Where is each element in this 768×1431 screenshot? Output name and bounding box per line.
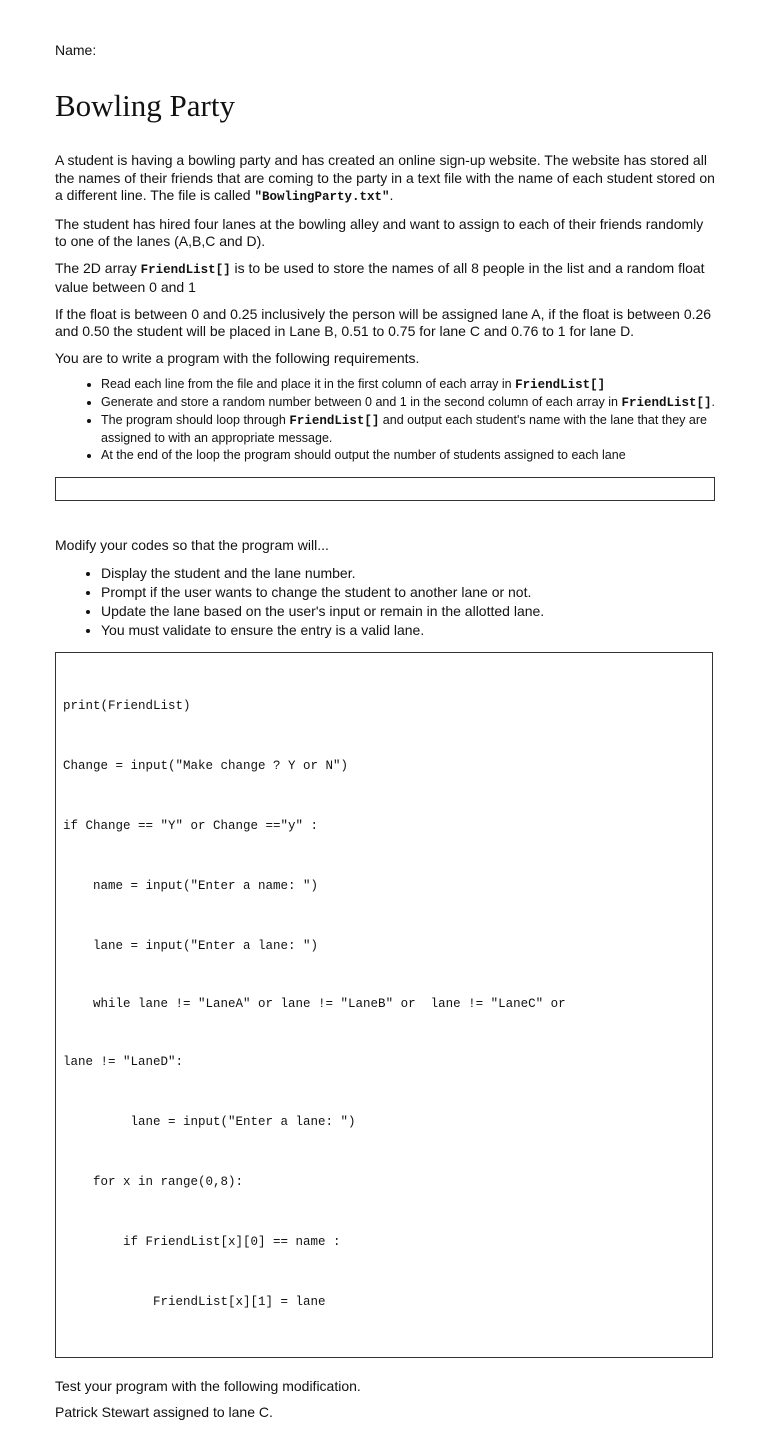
test-assignment: Patrick Stewart assigned to lane C. bbox=[55, 1404, 273, 1420]
requirement-item: • The program should loop through FriendList[] and output each student's name with the lane that they are assigned to with an appropriate message. bbox=[101, 412, 715, 447]
code-line: lane != "LaneD": bbox=[63, 1054, 184, 1069]
intro-paragraph-3 bbox=[55, 260, 715, 297]
intro-p3-end: is to be used to store the names of all 8 people in the list and a random float value between 0 and 1 bbox=[55, 259, 705, 295]
code-line: for x in range(0,8): bbox=[63, 1174, 244, 1189]
code-line: FriendList[x][1] = lane bbox=[63, 1294, 326, 1309]
intro-paragraph-4: If the float is between 0 and 0.25 inclusively the person will be assigned lane A, if the float is between 0.26 and 0.50 the student will be placed in Lane B, 0.51 to 0.75 for lane C and 0.76 to 1 for lane D. bbox=[55, 305, 712, 339]
code-line: if Change == "Y" or Change =="y" : bbox=[63, 818, 319, 833]
requirement-item: • Generate and store a random number between 0 and 1 in the second column of each array in FriendList[]. bbox=[101, 394, 715, 412]
intro-p1-text: A student is having a bowling party and has created an online sign-up website. The website has stored all the names of their friends that are coming to the party in a text file with the name of each student stored on a different line. The file is called bbox=[55, 152, 715, 203]
worksheet-content bbox=[55, 152, 715, 1431]
modify-item: • You must validate to ensure the entry is a valid lane. bbox=[101, 621, 715, 640]
code-line: Change = input("Make change ? Y or N") bbox=[63, 758, 349, 773]
modify-list bbox=[55, 564, 715, 640]
code-line: lane = input("Enter a lane: ") bbox=[63, 938, 319, 953]
name-label: Name: bbox=[55, 42, 97, 58]
intro-paragraph-1 bbox=[55, 152, 715, 207]
modify-intro: Modify your codes so that the program will... bbox=[55, 537, 329, 553]
code-line: while lane != "LaneA" or lane != "LaneB" or lane != "LaneC" or bbox=[63, 996, 566, 1011]
intro-paragraph-5: You are to write a program with the following requirements. bbox=[55, 349, 420, 366]
requirement-item: • Read each line from the file and place it in the first column of each array in FriendList[] bbox=[101, 376, 715, 394]
code-line: if FriendList[x][0] == name : bbox=[63, 1234, 341, 1249]
test-instruction: Test your program with the following modification. bbox=[55, 1377, 361, 1394]
modify-item: • Display the student and the lane number. bbox=[101, 564, 715, 583]
code-line: name = input("Enter a name: ") bbox=[63, 878, 319, 893]
intro-p3-text: The 2D array bbox=[55, 259, 141, 276]
array-code: FriendList[] bbox=[140, 262, 231, 277]
intro-paragraph-2: The student has hired four lanes at the bowling alley and want to assign to each of their friends randomly to one of the lanes (A,B,C and D). bbox=[55, 215, 704, 249]
modify-item: • Update the lane based on the user's input or remain in the allotted lane. bbox=[101, 602, 715, 621]
code-line: lane = input("Enter a lane: ") bbox=[63, 1114, 356, 1129]
filename-code: "BowlingParty.txt" bbox=[254, 190, 390, 204]
empty-answer-box bbox=[55, 477, 715, 501]
requirement-item: • At the end of the loop the program should output the number of students assigned to each lane bbox=[101, 447, 715, 465]
intro-p1-end: . bbox=[389, 187, 394, 203]
requirements-list bbox=[55, 376, 715, 465]
code-block bbox=[55, 652, 713, 1358]
code-line: print(FriendList) bbox=[63, 698, 191, 713]
page-title: Bowling Party bbox=[55, 88, 235, 123]
modify-item: • Prompt if the user wants to change the student to another lane or not. bbox=[101, 583, 715, 602]
